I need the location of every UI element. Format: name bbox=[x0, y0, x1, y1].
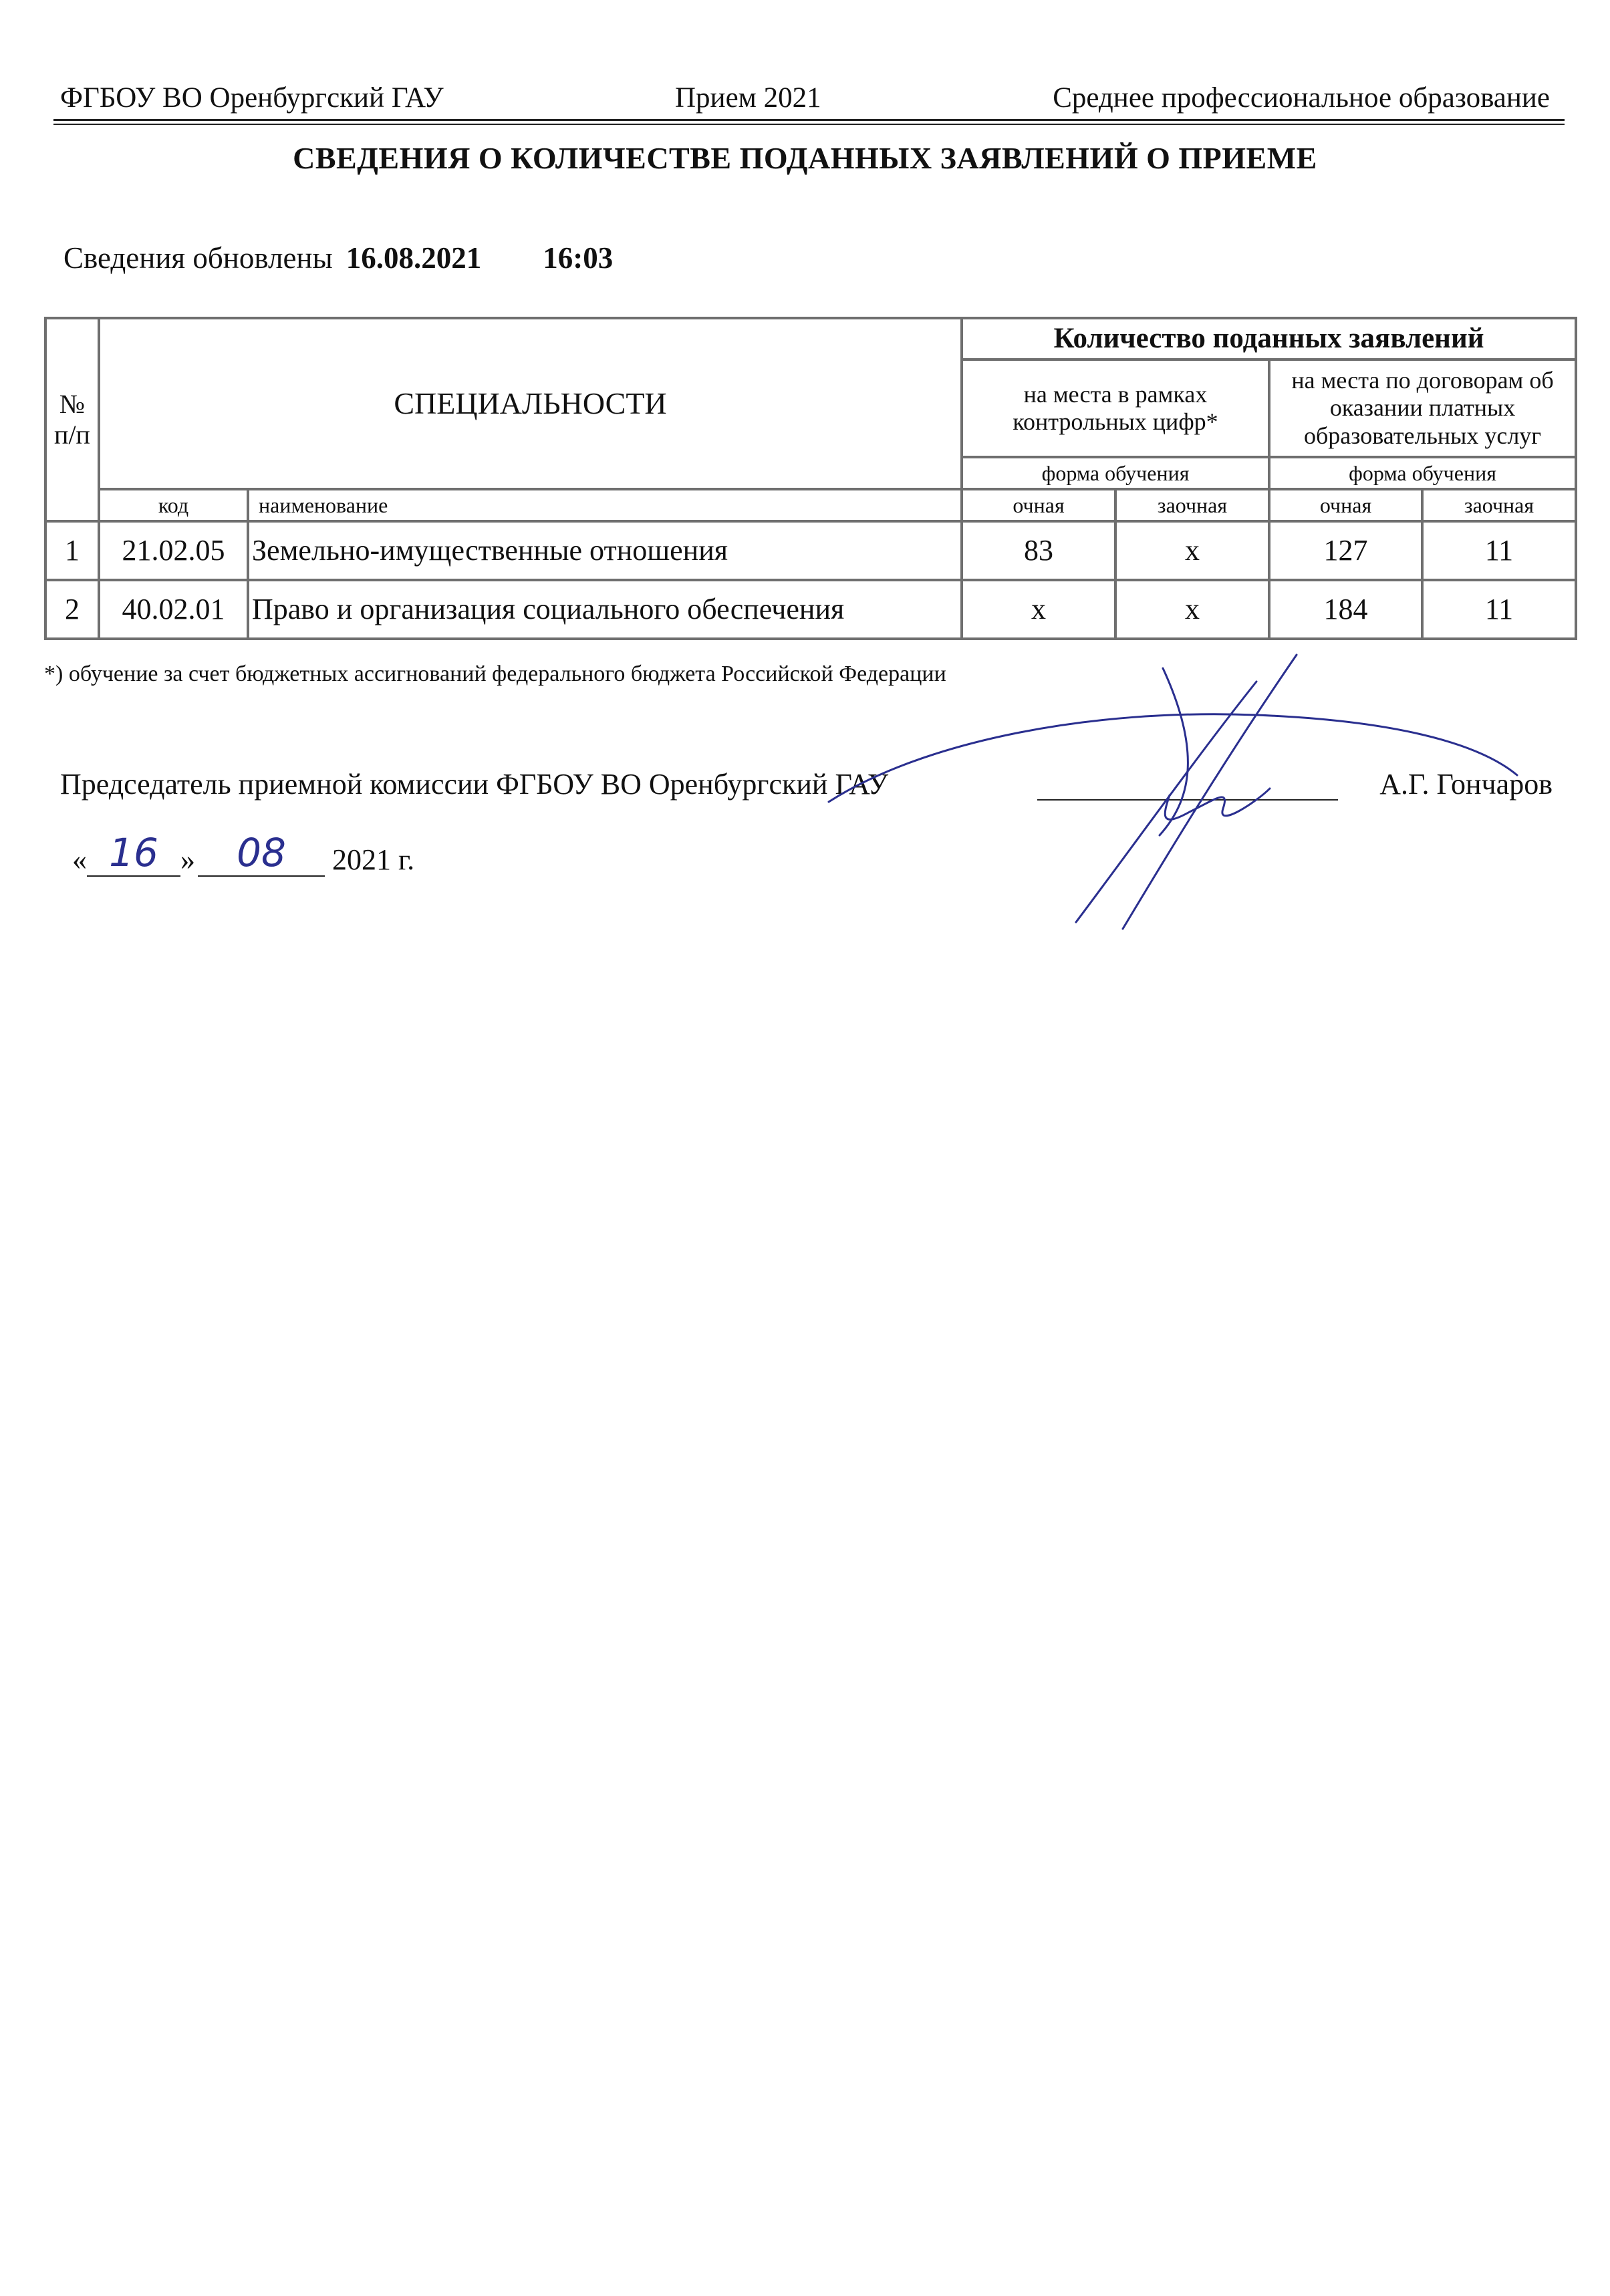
specialty-code: 21.02.05 bbox=[99, 521, 248, 580]
update-date: 16.08.2021 bbox=[346, 241, 482, 275]
table-row bbox=[45, 521, 1576, 580]
header-row-number: № п/п bbox=[45, 318, 99, 521]
header-specialties: СПЕЦИАЛЬНОСТИ bbox=[99, 318, 962, 489]
paid-part-time-count: 11 bbox=[1422, 521, 1576, 580]
header-budget-study-form: форма обучения bbox=[962, 457, 1269, 489]
header-applications-count: Количество поданных заявлений bbox=[962, 318, 1576, 360]
row-number: 1 bbox=[45, 521, 99, 580]
paid-part-time-count: 11 bbox=[1422, 580, 1576, 639]
handwritten-signature bbox=[789, 641, 1591, 942]
row-number: 2 bbox=[45, 580, 99, 639]
footnote: *) обучение за счет бюджетных ассигнований федерального бюджета Российской Федерации bbox=[44, 662, 946, 686]
signature-stroke bbox=[1123, 655, 1297, 929]
header-name: наименование bbox=[248, 489, 962, 521]
update-time: 16:03 bbox=[543, 241, 614, 275]
budget-part-time-count: х bbox=[1115, 521, 1269, 580]
paid-full-time-count: 184 bbox=[1269, 580, 1422, 639]
header-budget-places: на места в рамках контрольных цифр* bbox=[962, 360, 1269, 457]
update-info bbox=[63, 241, 613, 275]
header-paid-full-time: очная bbox=[1269, 489, 1422, 521]
signature-stroke bbox=[829, 714, 1517, 802]
budget-full-time-count: х bbox=[962, 580, 1115, 639]
table-row bbox=[45, 580, 1576, 639]
date-month-field bbox=[198, 830, 325, 877]
header-rule-thin bbox=[53, 124, 1565, 125]
specialty-name: Право и организация социального обеспечения bbox=[248, 580, 962, 639]
handwritten-day: 16 bbox=[109, 830, 158, 875]
chair-label: Председатель приемной комиссии ФГБОУ ВО Оренбургский ГАУ bbox=[60, 768, 889, 801]
specialty-code: 40.02.01 bbox=[99, 580, 248, 639]
header-code: код bbox=[99, 489, 248, 521]
applications-table bbox=[44, 317, 1577, 640]
header-paid-study-form: форма обучения bbox=[1269, 457, 1576, 489]
signature-stroke bbox=[1076, 682, 1256, 922]
signature-date bbox=[72, 830, 415, 877]
signature-stroke bbox=[1160, 668, 1188, 835]
paid-full-time-count: 127 bbox=[1269, 521, 1422, 580]
header-admission-year: Прием 2021 bbox=[675, 82, 821, 114]
header-paid-part-time: заочная bbox=[1422, 489, 1576, 521]
date-year: 2021 г. bbox=[332, 843, 415, 876]
date-open-quote: « bbox=[72, 843, 87, 876]
header-education-level: Среднее профессиональное образование bbox=[1053, 82, 1550, 114]
date-close-quote: » bbox=[180, 843, 195, 876]
update-label: Сведения обновлены bbox=[63, 241, 333, 275]
handwritten-month: 08 bbox=[237, 830, 286, 875]
header-budget-full-time: очная bbox=[962, 489, 1115, 521]
header-budget-part-time: заочная bbox=[1115, 489, 1269, 521]
header-rule-thick bbox=[53, 119, 1565, 121]
specialty-name: Земельно-имущественные отношения bbox=[248, 521, 962, 580]
header-paid-places: на места по договорам об оказании платных образовательных услуг bbox=[1269, 360, 1576, 457]
budget-part-time-count: х bbox=[1115, 580, 1269, 639]
date-day-field bbox=[87, 830, 180, 877]
budget-full-time-count: 83 bbox=[962, 521, 1115, 580]
signer-name: А.Г. Гончаров bbox=[1379, 768, 1553, 801]
header-organization: ФГБОУ ВО Оренбургский ГАУ bbox=[60, 82, 444, 114]
document-title: СВЕДЕНИЯ О КОЛИЧЕСТВЕ ПОДАННЫХ ЗАЯВЛЕНИЙ О ПРИЕМЕ bbox=[293, 141, 1317, 175]
